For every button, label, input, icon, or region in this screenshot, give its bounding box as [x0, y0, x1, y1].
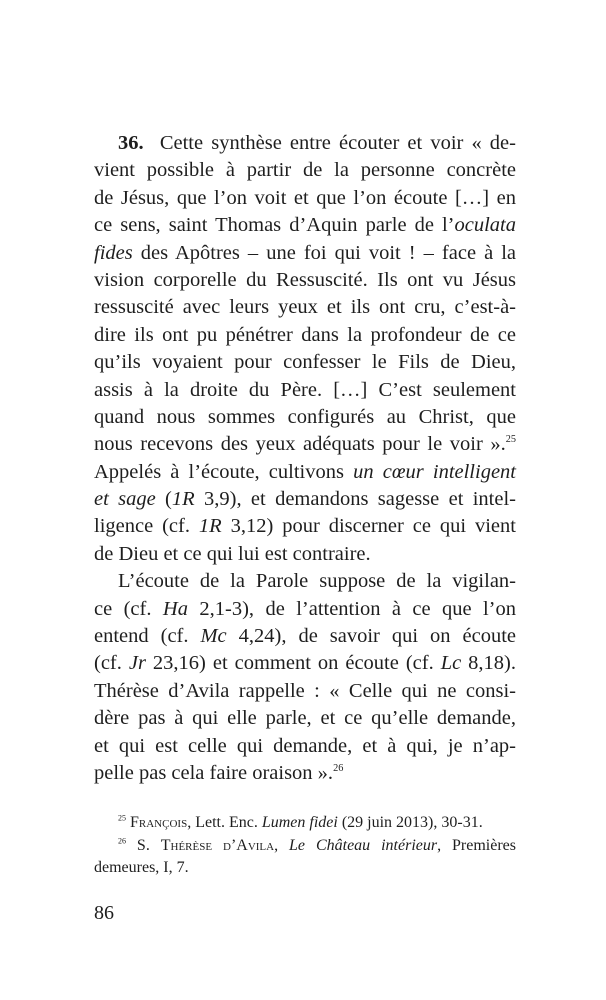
text-segment: un cœur intelligent — [353, 460, 516, 483]
footnote-ref: 25 — [118, 813, 126, 823]
text-segment: 1R — [198, 515, 222, 538]
footnote-line — [94, 812, 516, 835]
footnote-line — [94, 857, 516, 880]
text-line — [94, 568, 516, 595]
text-segment: de Dieu et ce qui lui est contraire. — [94, 542, 371, 565]
text-segment: et qui est celle qui demande, et à qui, je n’ap- — [94, 734, 516, 757]
text-line — [94, 377, 516, 404]
text-line — [94, 267, 516, 294]
text-segment: vision corporelle du Ressuscité. Ils ont vu Jésus — [94, 268, 516, 291]
text-line — [94, 157, 516, 184]
text-segment: Lumen fidei — [261, 814, 338, 831]
text-line — [94, 130, 516, 157]
text-segment: 2,1-3), de l’attention à ce que l’on — [187, 597, 516, 620]
text-segment: François — [130, 814, 188, 831]
text-segment: des Apôtres – une foi qui voit ! – face à la — [132, 241, 516, 264]
footnotes — [94, 812, 516, 880]
text-line — [94, 185, 516, 212]
text-segment: (cf. — [94, 652, 129, 675]
text-line — [94, 322, 516, 349]
text-segment: 3,12) pour discerner ce qui vient — [221, 515, 516, 538]
footnote-ref: 26 — [333, 762, 344, 774]
text-segment: (29 juin 2013), 30-31. — [337, 814, 483, 831]
text-segment: , — [274, 836, 290, 854]
text-segment: quand nous sommes configurés au Christ, que — [94, 405, 516, 428]
text-segment: Appelés à l’écoute, cultivons — [94, 460, 354, 483]
text-line — [94, 459, 516, 486]
text-segment: Le Château intérieur — [289, 836, 438, 854]
text-segment: assis à la droite du Père. […] C’est seulement — [94, 378, 516, 401]
text-segment: nous recevons des yeux adéquats pour le voir ». — [94, 433, 506, 456]
page-number: 86 — [94, 902, 114, 924]
text-segment: ligence (cf. — [94, 515, 199, 538]
text-segment: 36. — [118, 132, 144, 154]
text-segment: Thérèse d’Avila rappelle : « Celle qui ne consi- — [94, 679, 516, 702]
text-segment: ( — [155, 488, 172, 511]
text-line — [94, 404, 516, 431]
text-segment: dère pas à qui elle parle, et ce qu’elle demande, — [94, 707, 516, 730]
text-segment: Cette synthèse entre écouter et voir « de- — [143, 132, 516, 154]
text-line — [94, 650, 516, 677]
footnote-ref: 26 — [118, 836, 126, 846]
text-line — [94, 349, 516, 376]
text-segment: , Lett. Enc. — [187, 814, 262, 831]
text-segment: ce (cf. — [94, 597, 163, 620]
text-line — [94, 431, 516, 458]
text-segment: 1R — [171, 488, 195, 511]
footnote-line — [94, 835, 516, 858]
text-segment: Mc — [200, 625, 227, 648]
text-segment: Ha — [162, 597, 188, 620]
text-line — [94, 596, 516, 623]
main-text — [94, 130, 516, 787]
text-segment: et sage — [94, 488, 156, 511]
footnote-ref: 25 — [505, 434, 516, 446]
text-segment: ressuscité avec leurs yeux et ils ont cru, c’est-à- — [94, 296, 516, 319]
text-line — [94, 705, 516, 732]
text-line — [94, 733, 516, 760]
text-segment: ce sens, saint Thomas d’Aquin parle de l’ — [94, 214, 455, 237]
text-line — [94, 294, 516, 321]
text-segment: Thérèse d’Avila — [160, 836, 275, 854]
text-segment: S. — [126, 836, 161, 854]
text-segment: L’écoute de la Parole suppose de la vigilan- — [118, 570, 516, 593]
text-line — [94, 623, 516, 650]
text-segment: 3,9), et demandons sagesse et intel- — [194, 488, 517, 511]
text-line — [94, 760, 516, 787]
text-line — [94, 240, 516, 267]
text-segment: qu’ils voyaient pour confesser le Fils de Dieu, — [94, 351, 516, 374]
text-line — [94, 212, 516, 239]
text-segment: , Premières — [437, 836, 516, 854]
text-segment: demeures, I, 7. — [94, 859, 189, 876]
text-segment: fides — [94, 241, 133, 264]
text-segment: entend (cf. — [94, 625, 201, 648]
text-line — [94, 486, 516, 513]
text-segment: pelle pas cela faire oraison ». — [94, 761, 334, 784]
text-segment: vient possible à partir de la personne concrète — [94, 159, 516, 182]
text-segment: Lc — [440, 652, 462, 675]
text-segment: de Jésus, que l’on voit et que l’on écoute […] en — [94, 186, 516, 209]
text-segment: 23,16) et comment on écoute (cf. — [145, 652, 441, 675]
text-line — [94, 513, 516, 540]
text-segment: 4,24), de savoir qui on écoute — [226, 625, 516, 648]
text-line — [94, 678, 516, 705]
text-segment: dire ils ont pu pénétrer dans la profondeur de ce — [94, 323, 516, 346]
text-line — [94, 541, 516, 568]
text-segment: oculata — [454, 214, 516, 237]
text-segment: Jr — [128, 652, 146, 675]
text-segment: 8,18). — [461, 652, 516, 675]
